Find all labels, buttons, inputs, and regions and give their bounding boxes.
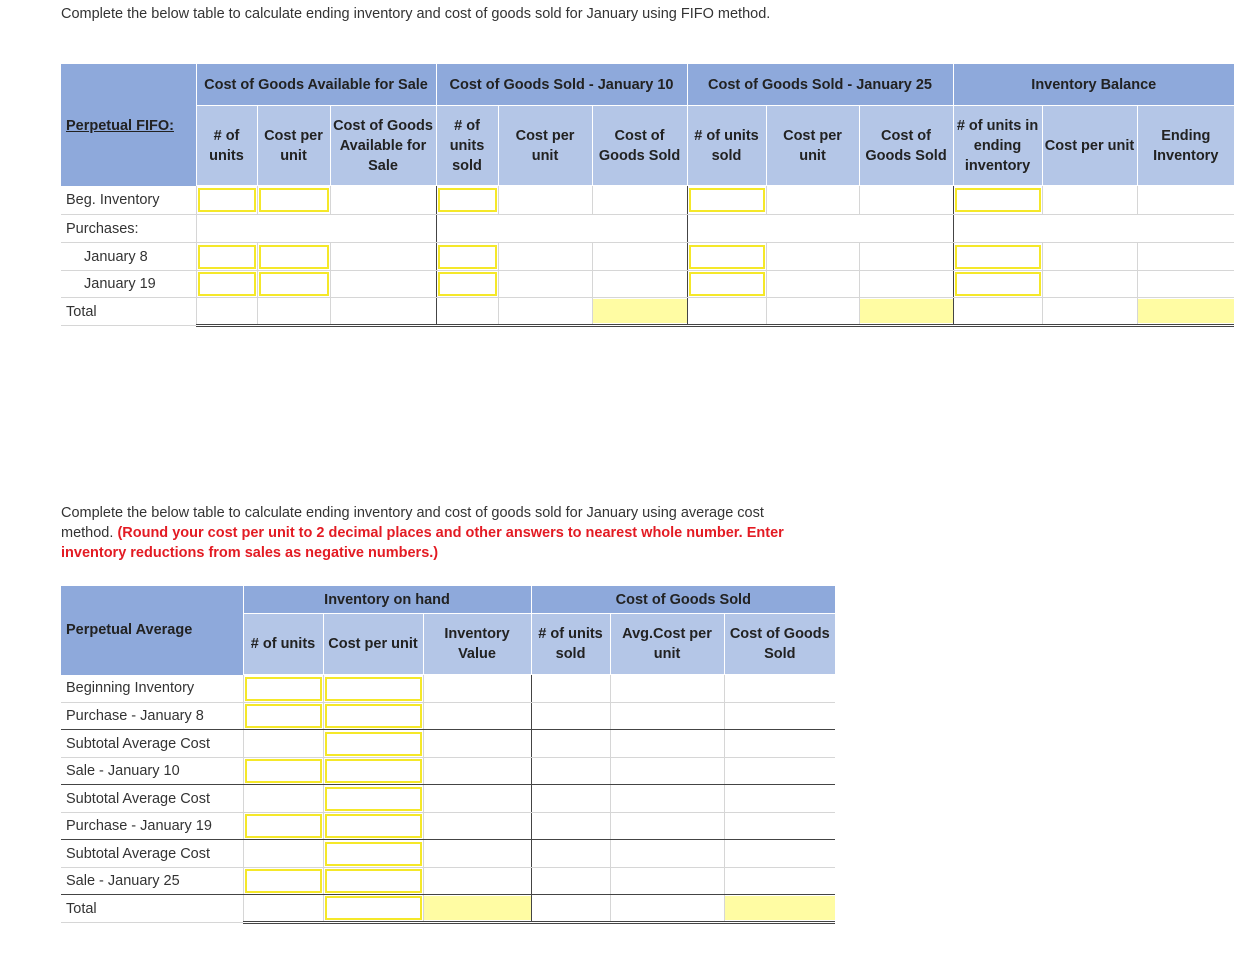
avg-jan19-avg-cost-cell bbox=[610, 813, 724, 840]
avg-total-units-cell bbox=[243, 895, 323, 923]
avg-jan8-units-input[interactable] bbox=[245, 704, 322, 728]
fifo-beg-jan25-units-input[interactable] bbox=[689, 188, 765, 212]
row-label: Purchase - January 8 bbox=[61, 703, 243, 730]
row-label: Sale - January 10 bbox=[61, 758, 243, 785]
avg-sub1-avg-cost-cell bbox=[610, 730, 724, 758]
fifo-col-jan10-units-sold: # of units sold bbox=[436, 106, 498, 186]
avg-beg-value-cell bbox=[423, 675, 531, 703]
fifo-corner-header bbox=[61, 64, 196, 186]
avg-col-avg-cost-per-unit: Avg.Cost per unit bbox=[610, 614, 724, 675]
avg-sub1-cogs-cell bbox=[724, 730, 835, 758]
fifo-col-jan25-units-sold: # of units sold bbox=[687, 106, 766, 186]
fifo-total-jan10-units-cell bbox=[436, 298, 498, 326]
avg-beg-avg-cost-cell bbox=[610, 675, 724, 703]
perpetual-fifo-label[interactable]: Perpetual FIFO: bbox=[66, 118, 174, 134]
avg-sub2-units-sold-cell bbox=[531, 785, 610, 813]
avg-total-cost-input[interactable] bbox=[325, 896, 422, 920]
fifo-beg-ending-cost-cell bbox=[1042, 186, 1137, 215]
avg-jan25-cogs-cell bbox=[724, 868, 835, 895]
avg-sub1-units-cell bbox=[243, 730, 323, 758]
fifo-group-cogs-jan25: Cost of Goods Sold - January 25 bbox=[687, 64, 953, 106]
fifo-jan8-jan10-units-input[interactable] bbox=[438, 245, 497, 269]
avg-jan10-cost-input[interactable] bbox=[325, 759, 422, 783]
avg-sub2-cost-input[interactable] bbox=[325, 787, 422, 811]
fifo-beg-jan25-cogs-cell bbox=[859, 186, 953, 215]
fifo-instructions bbox=[61, 4, 791, 24]
row-label: Beg. Inventory bbox=[61, 186, 196, 215]
fifo-jan8-jan25-units-input[interactable] bbox=[689, 245, 765, 269]
fifo-col-avail-cogas: Cost of Goods Available for Sale bbox=[330, 106, 436, 186]
fifo-row-jan19 bbox=[61, 271, 1234, 298]
avg-jan19-cost-input[interactable] bbox=[325, 814, 422, 838]
avg-instruction-text: Complete the below table to calculate ending inventory and cost of goods sold for January using average cost method. bbox=[61, 505, 764, 541]
row-label: Total bbox=[61, 895, 243, 923]
row-label: Purchase - January 19 bbox=[61, 813, 243, 840]
avg-col-inventory-value: Inventory Value bbox=[423, 614, 531, 675]
fifo-row-purchases bbox=[61, 215, 1234, 243]
fifo-total-units-cell bbox=[196, 298, 257, 326]
fifo-jan19-ending-inv-cell bbox=[1137, 271, 1234, 298]
fifo-total-cost-cell bbox=[257, 298, 330, 326]
fifo-total-cogas-cell bbox=[330, 298, 436, 326]
fifo-instruction-text: Complete the below table to calculate ending inventory and cost of goods sold for January using FIFO method. bbox=[61, 6, 771, 22]
avg-jan8-value-cell bbox=[423, 703, 531, 730]
fifo-beg-cogas-cell bbox=[330, 186, 436, 215]
avg-total-inventory-value-input[interactable] bbox=[424, 896, 531, 920]
avg-total-units-sold-cell bbox=[531, 895, 610, 923]
avg-row-sale-jan25 bbox=[61, 868, 835, 895]
fifo-jan8-jan10-cost-cell bbox=[498, 243, 592, 271]
fifo-jan19-jan25-cost-cell bbox=[766, 271, 859, 298]
avg-sub2-cogs-cell bbox=[724, 785, 835, 813]
fifo-jan19-units-input[interactable] bbox=[198, 272, 256, 296]
row-label: January 19 bbox=[61, 271, 196, 298]
fifo-col-ending-cost-per-unit: Cost per unit bbox=[1042, 106, 1137, 186]
fifo-total-jan25-cogs-input[interactable] bbox=[860, 299, 953, 323]
avg-jan19-value-cell bbox=[423, 813, 531, 840]
row-label: Total bbox=[61, 298, 196, 326]
fifo-total-jan25-units-cell bbox=[687, 298, 766, 326]
fifo-total-ending-inventory-input[interactable] bbox=[1138, 299, 1235, 323]
fifo-col-jan25-cogs: Cost of Goods Sold bbox=[859, 106, 953, 186]
fifo-jan19-cost-input[interactable] bbox=[259, 272, 329, 296]
fifo-jan8-cogas-cell bbox=[330, 243, 436, 271]
avg-instructions bbox=[61, 503, 801, 563]
avg-jan19-units-input[interactable] bbox=[245, 814, 322, 838]
avg-jan8-avg-cost-cell bbox=[610, 703, 724, 730]
fifo-jan19-ending-cost-cell bbox=[1042, 271, 1137, 298]
avg-sub3-units-sold-cell bbox=[531, 840, 610, 868]
avg-col-cost-per-unit: Cost per unit bbox=[323, 614, 423, 675]
avg-jan19-units-sold-cell bbox=[531, 813, 610, 840]
row-label: Subtotal Average Cost bbox=[61, 730, 243, 758]
fifo-col-jan10-cogs: Cost of Goods Sold bbox=[592, 106, 687, 186]
fifo-jan19-jan10-cogs-cell bbox=[592, 271, 687, 298]
avg-jan10-avg-cost-cell bbox=[610, 758, 724, 785]
fifo-jan19-ending-units-input[interactable] bbox=[955, 272, 1041, 296]
avg-total-avg-cost-cell bbox=[610, 895, 724, 923]
fifo-beg-cost-input[interactable] bbox=[259, 188, 329, 212]
fifo-beg-jan25-cost-cell bbox=[766, 186, 859, 215]
row-label: Purchases: bbox=[61, 215, 196, 243]
fifo-jan19-jan10-units-input[interactable] bbox=[438, 272, 497, 296]
fifo-beg-jan10-cogs-cell bbox=[592, 186, 687, 215]
avg-row-sale-jan10 bbox=[61, 758, 835, 785]
avg-row-purchase-jan8 bbox=[61, 703, 835, 730]
fifo-group-inventory-balance: Inventory Balance bbox=[953, 64, 1234, 106]
fifo-jan19-jan25-units-input[interactable] bbox=[689, 272, 765, 296]
fifo-total-jan25-cost-cell bbox=[766, 298, 859, 326]
fifo-total-ending-units-cell bbox=[953, 298, 1042, 326]
avg-row-purchase-jan19 bbox=[61, 813, 835, 840]
avg-group-cogs: Cost of Goods Sold bbox=[531, 586, 835, 614]
row-label: Beginning Inventory bbox=[61, 675, 243, 703]
fifo-jan19-jan10-cost-cell bbox=[498, 271, 592, 298]
fifo-row-jan8 bbox=[61, 243, 1234, 271]
row-label: Sale - January 25 bbox=[61, 868, 243, 895]
avg-group-inventory-on-hand: Inventory on hand bbox=[243, 586, 531, 614]
avg-beg-units-input[interactable] bbox=[245, 677, 322, 701]
fifo-jan19-jan25-cogs-cell bbox=[859, 271, 953, 298]
fifo-group-cogs-jan10: Cost of Goods Sold - January 10 bbox=[436, 64, 687, 106]
fifo-jan8-cost-input[interactable] bbox=[259, 245, 329, 269]
fifo-jan8-ending-cost-cell bbox=[1042, 243, 1137, 271]
avg-jan25-avg-cost-cell bbox=[610, 868, 724, 895]
avg-beg-cogs-cell bbox=[724, 675, 835, 703]
row-label: Subtotal Average Cost bbox=[61, 785, 243, 813]
fifo-group-available: Cost of Goods Available for Sale bbox=[196, 64, 436, 106]
avg-total-cogs-input[interactable] bbox=[725, 896, 836, 920]
fifo-col-avail-units: # of units bbox=[196, 106, 257, 186]
avg-col-cogs: Cost of Goods Sold bbox=[724, 614, 835, 675]
avg-jan10-units-input[interactable] bbox=[245, 759, 322, 783]
avg-row-subtotal-2 bbox=[61, 785, 835, 813]
fifo-col-ending-units: # of units in ending inventory bbox=[953, 106, 1042, 186]
fifo-row-beg-inventory bbox=[61, 186, 1234, 215]
avg-sub3-cogs-cell bbox=[724, 840, 835, 868]
fifo-jan8-ending-inv-cell bbox=[1137, 243, 1234, 271]
fifo-jan19-cogas-cell bbox=[330, 271, 436, 298]
row-label: January 8 bbox=[61, 243, 196, 271]
avg-row-subtotal-3 bbox=[61, 840, 835, 868]
fifo-col-jan25-cost-per-unit: Cost per unit bbox=[766, 106, 859, 186]
avg-sub3-value-cell bbox=[423, 840, 531, 868]
avg-row-beginning-inventory bbox=[61, 675, 835, 703]
fifo-jan8-jan10-cogs-cell bbox=[592, 243, 687, 271]
avg-col-units: # of units bbox=[243, 614, 323, 675]
fifo-beg-units-input[interactable] bbox=[198, 188, 256, 212]
avg-jan10-units-sold-cell bbox=[531, 758, 610, 785]
avg-sub1-cost-input[interactable] bbox=[325, 732, 422, 756]
fifo-total-ending-cost-cell bbox=[1042, 298, 1137, 326]
avg-jan25-cost-input[interactable] bbox=[325, 869, 422, 893]
avg-row-total bbox=[61, 895, 835, 923]
avg-jan25-units-input[interactable] bbox=[245, 869, 322, 893]
fifo-jan8-jan25-cost-cell bbox=[766, 243, 859, 271]
avg-col-units-sold: # of units sold bbox=[531, 614, 610, 675]
avg-sub3-avg-cost-cell bbox=[610, 840, 724, 868]
fifo-col-ending-inventory: Ending Inventory bbox=[1137, 106, 1234, 186]
average-table bbox=[61, 585, 835, 924]
avg-sub1-value-cell bbox=[423, 730, 531, 758]
avg-corner-header bbox=[61, 586, 243, 675]
avg-sub2-units-cell bbox=[243, 785, 323, 813]
avg-sub2-avg-cost-cell bbox=[610, 785, 724, 813]
fifo-jan8-units-input[interactable] bbox=[198, 245, 256, 269]
avg-jan8-cost-input[interactable] bbox=[325, 704, 422, 728]
row-label: Subtotal Average Cost bbox=[61, 840, 243, 868]
avg-instruction-note: (Round your cost per unit to 2 decimal places and other answers to nearest whole number. Enter inventory reductions from sales as negative numbers.) bbox=[61, 525, 784, 561]
fifo-col-avail-cost-per-unit: Cost per unit bbox=[257, 106, 330, 186]
fifo-col-jan10-cost-per-unit: Cost per unit bbox=[498, 106, 592, 186]
avg-jan10-cogs-cell bbox=[724, 758, 835, 785]
avg-row-subtotal-1 bbox=[61, 730, 835, 758]
fifo-beg-ending-inv-cell bbox=[1137, 186, 1234, 215]
fifo-beg-jan10-cost-cell bbox=[498, 186, 592, 215]
avg-jan19-cogs-cell bbox=[724, 813, 835, 840]
perpetual-average-label: Perpetual Average bbox=[66, 622, 193, 638]
fifo-beg-jan10-units-input[interactable] bbox=[438, 188, 497, 212]
avg-beg-cost-input[interactable] bbox=[325, 677, 422, 701]
avg-jan25-value-cell bbox=[423, 868, 531, 895]
fifo-row-total bbox=[61, 298, 1234, 326]
avg-jan8-units-sold-cell bbox=[531, 703, 610, 730]
avg-jan25-units-sold-cell bbox=[531, 868, 610, 895]
avg-sub3-units-cell bbox=[243, 840, 323, 868]
avg-sub2-value-cell bbox=[423, 785, 531, 813]
fifo-total-jan10-cogs-input[interactable] bbox=[593, 299, 687, 323]
avg-jan10-value-cell bbox=[423, 758, 531, 785]
fifo-jan8-jan25-cogs-cell bbox=[859, 243, 953, 271]
avg-beg-units-sold-cell bbox=[531, 675, 610, 703]
fifo-total-jan10-cost-cell bbox=[498, 298, 592, 326]
fifo-jan8-ending-units-input[interactable] bbox=[955, 245, 1041, 269]
avg-sub3-cost-input[interactable] bbox=[325, 842, 422, 866]
avg-sub1-units-sold-cell bbox=[531, 730, 610, 758]
avg-jan8-cogs-cell bbox=[724, 703, 835, 730]
fifo-table bbox=[61, 63, 1234, 327]
fifo-beg-ending-units-input[interactable] bbox=[955, 188, 1041, 212]
